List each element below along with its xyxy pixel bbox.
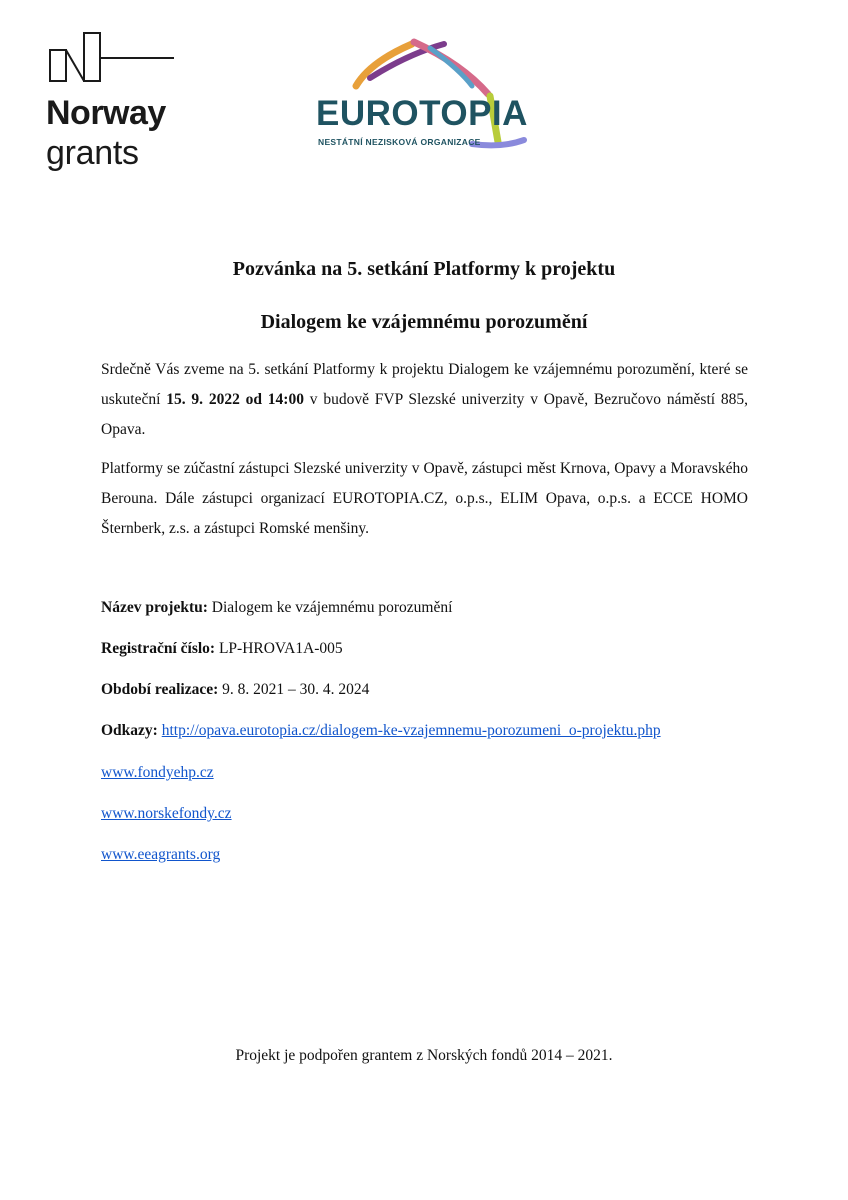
eurotopia-subtitle: NESTÁTNÍ NEZISKOVÁ ORGANIZACE [318,137,481,147]
registration-value: LP-HROVA1A-005 [215,640,343,657]
registration-row [101,639,343,659]
norway-grants-mark-icon [46,30,186,90]
grants-word: grants [46,134,139,172]
project-name-value: Dialogem ke vzájemnému porozumění [207,599,453,616]
invitation-title: Pozvánka na 5. setkání Platformy k projektu [232,258,616,280]
eurotopia-logo [312,34,534,154]
link-row [101,763,214,783]
intro-paragraph [101,355,748,445]
project-name-label: Název projektu: [101,599,208,616]
links-row [101,721,661,741]
period-row [101,680,369,700]
eurotopia-name: EUROTOPIA [316,94,528,133]
registration-label: Registrační číslo: [101,640,216,657]
link-row [101,845,220,865]
project-title: Dialogem ke vzájemnému porozumění [260,311,588,333]
intro-text-after: v budově FVP Slezské univerzity v Opavě, Bezručovo náměstí 885, Opava. [101,391,748,438]
event-date: 15. 9. 2022 od 14:00 [166,391,304,408]
fondyehp-link[interactable]: www.fondyehp.cz [101,764,214,781]
participants-paragraph: Platformy se zúčastní zástupci Slezské univerzity v Opavě, zástupci měst Krnova, Opavy a Moravského Berouna. Dále zástupci organizací EUROTOPIA.CZ, o.p.s., ELIM Opava, o.p.s. a ECCE HOMO Šternberk, z.s. a zástupci Romské menšiny. [101,460,748,537]
project-name-row [101,598,452,618]
intro-text-before: Srdečně Vás zveme na 5. setkání Platformy k projektu Dialogem ke vzájemnému porozumění, které se uskuteční [101,361,748,408]
link-row [101,804,232,824]
eeagrants-link[interactable]: www.eeagrants.org [101,846,221,863]
period-label: Období realizace: [101,681,219,698]
norway-grants-logo [46,30,186,180]
norskefondy-link[interactable]: www.norskefondy.cz [101,805,232,822]
norway-word: Norway [46,94,166,132]
project-page-link[interactable]: http://opava.eurotopia.cz/dialogem-ke-vzajemnemu-porozumeni_o-projektu.php [161,722,661,739]
period-value: 9. 8. 2021 – 30. 4. 2024 [218,681,370,698]
links-label: Odkazy: [101,722,158,739]
funding-footer: Projekt je podpořen grantem z Norských fondů 2014 – 2021. [235,1047,613,1064]
